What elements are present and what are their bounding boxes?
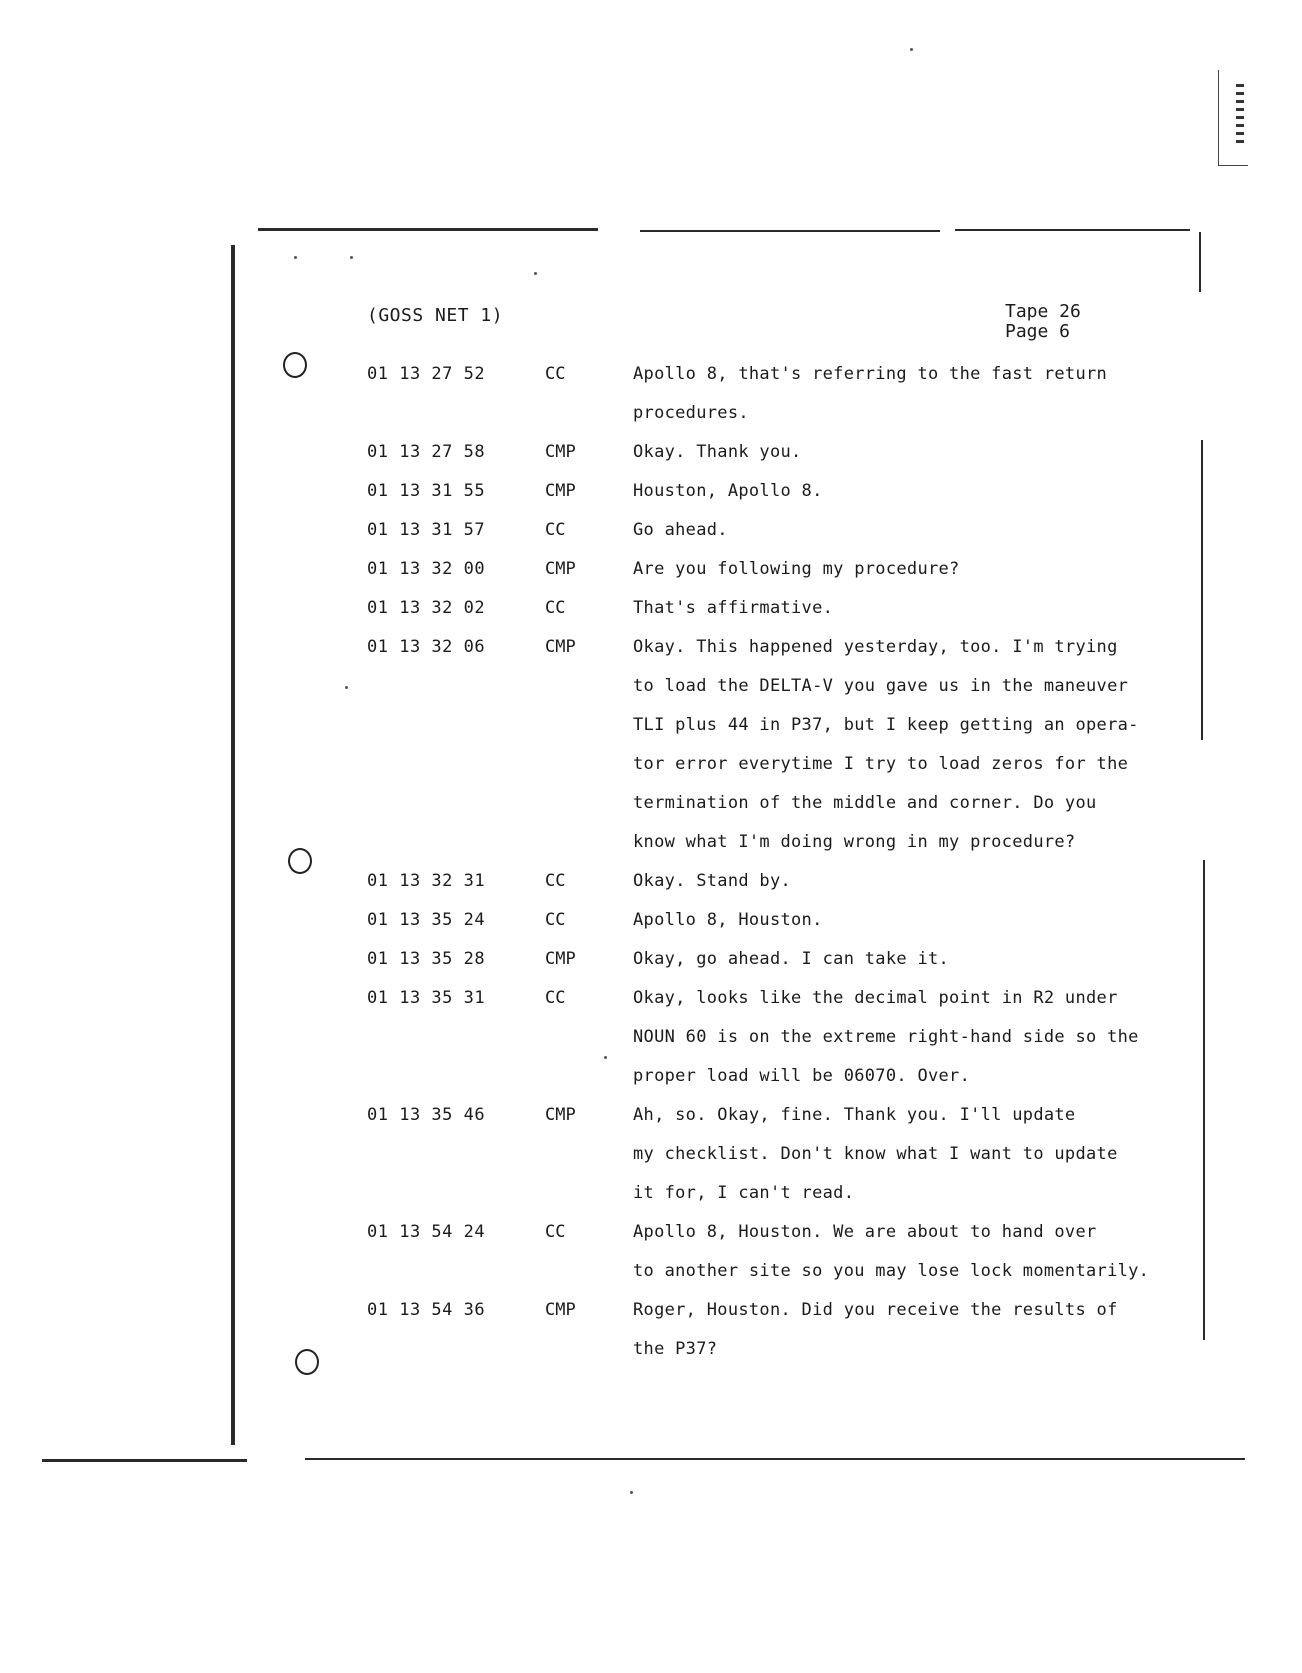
speck (350, 256, 353, 259)
dialogue-line: my checklist. Don't know what I want to update (633, 1144, 1118, 1164)
speaker: CMP (545, 1105, 576, 1125)
dialogue-line: Okay, looks like the decimal point in R2 under (633, 988, 1118, 1008)
dialogue-line: Go ahead. (633, 520, 728, 540)
dialogue-line: proper load will be 06070. Over. (633, 1066, 971, 1086)
speaker: CMP (545, 559, 576, 579)
speaker: CC (545, 988, 566, 1008)
timestamp: 01 13 35 31 (367, 988, 486, 1008)
dialogue-line: Okay. Thank you. (633, 442, 802, 462)
speaker: CMP (545, 637, 576, 657)
mark-dash (1236, 132, 1244, 135)
top-rule (955, 229, 1190, 231)
speaker: CC (545, 1222, 566, 1242)
timestamp: 01 13 32 06 (367, 637, 486, 657)
page-number: Page 6 (1005, 321, 1071, 342)
timestamp: 01 13 32 00 (367, 559, 486, 579)
timestamp: 01 13 27 52 (367, 364, 486, 384)
timestamp: 01 13 54 36 (367, 1300, 486, 1320)
dialogue-line: Okay, go ahead. I can take it. (633, 949, 950, 969)
dialogue-line: to another site so you may lose lock momentarily. (633, 1261, 1150, 1281)
right-rule (1199, 232, 1201, 292)
timestamp: 01 13 27 58 (367, 442, 486, 462)
dialogue-line: Houston, Apollo 8. (633, 481, 823, 501)
dialogue-line: to load the DELTA-V you gave us in the maneuver (633, 676, 1129, 696)
dialogue-line: Roger, Houston. Did you receive the results of (633, 1300, 1118, 1320)
timestamp: 01 13 35 24 (367, 910, 486, 930)
dialogue-line: Ah, so. Okay, fine. Thank you. I'll update (633, 1105, 1076, 1125)
speaker: CC (545, 364, 566, 384)
timestamp: 01 13 32 02 (367, 598, 486, 618)
timestamp: 01 13 31 57 (367, 520, 486, 540)
dialogue-line: That's affirmative. (633, 598, 834, 618)
registration-mark (1218, 70, 1248, 166)
speaker: CMP (545, 442, 576, 462)
speck (345, 686, 348, 689)
speaker: CC (545, 871, 566, 891)
speck (294, 256, 297, 259)
timestamp: 01 13 35 46 (367, 1105, 486, 1125)
dialogue-line: procedures. (633, 403, 749, 423)
speaker: CMP (545, 481, 576, 501)
bottom-rule (305, 1458, 1245, 1460)
binder-hole (283, 352, 307, 378)
speck (630, 1491, 633, 1494)
tape-number: Tape 26 (1005, 301, 1081, 322)
dialogue-line: Apollo 8, Houston. We are about to hand over (633, 1222, 1097, 1242)
top-rule (640, 230, 940, 232)
dialogue-line: Apollo 8, Houston. (633, 910, 823, 930)
dialogue-line: know what I'm doing wrong in my procedure? (633, 832, 1076, 852)
dialogue-line: Are you following my procedure? (633, 559, 960, 579)
mark-dash (1236, 108, 1244, 111)
dialogue-line: Okay. This happened yesterday, too. I'm trying (633, 637, 1118, 657)
dialogue-line: tor error everytime I try to load zeros for the (633, 754, 1129, 774)
speck (534, 272, 537, 275)
dialogue-line: Apollo 8, that's referring to the fast return (633, 364, 1108, 384)
bottom-rule (42, 1459, 247, 1462)
speaker: CC (545, 520, 566, 540)
mark-dash (1236, 84, 1244, 87)
mark-dash (1236, 92, 1244, 95)
dialogue-line: termination of the middle and corner. Do you (633, 793, 1097, 813)
net-label: (GOSS NET 1) (367, 305, 504, 326)
speaker: CMP (545, 1300, 576, 1320)
dialogue-line: NOUN 60 is on the extreme right-hand side so the (633, 1027, 1139, 1047)
mark-dash (1236, 116, 1244, 119)
mark-dash (1236, 124, 1244, 127)
speaker: CMP (545, 949, 576, 969)
right-rule (1201, 440, 1203, 740)
top-rule (258, 228, 598, 231)
speaker: CC (545, 598, 566, 618)
timestamp: 01 13 35 28 (367, 949, 486, 969)
dialogue-line: Okay. Stand by. (633, 871, 792, 891)
dialogue-line: it for, I can't read. (633, 1183, 855, 1203)
speck (604, 1056, 607, 1059)
dialogue-line: TLI plus 44 in P37, but I keep getting an opera- (633, 715, 1139, 735)
timestamp: 01 13 31 55 (367, 481, 486, 501)
mark-dash (1236, 100, 1244, 103)
right-rule (1203, 860, 1205, 1340)
speck (910, 48, 913, 51)
binder-hole (288, 848, 312, 874)
speaker: CC (545, 910, 566, 930)
binder-hole (295, 1349, 319, 1375)
tape-page-block (1005, 302, 1081, 342)
dialogue-line: the P37? (633, 1339, 718, 1359)
mark-dash (1236, 140, 1244, 143)
left-rule (231, 245, 235, 1445)
timestamp: 01 13 54 24 (367, 1222, 486, 1242)
timestamp: 01 13 32 31 (367, 871, 486, 891)
